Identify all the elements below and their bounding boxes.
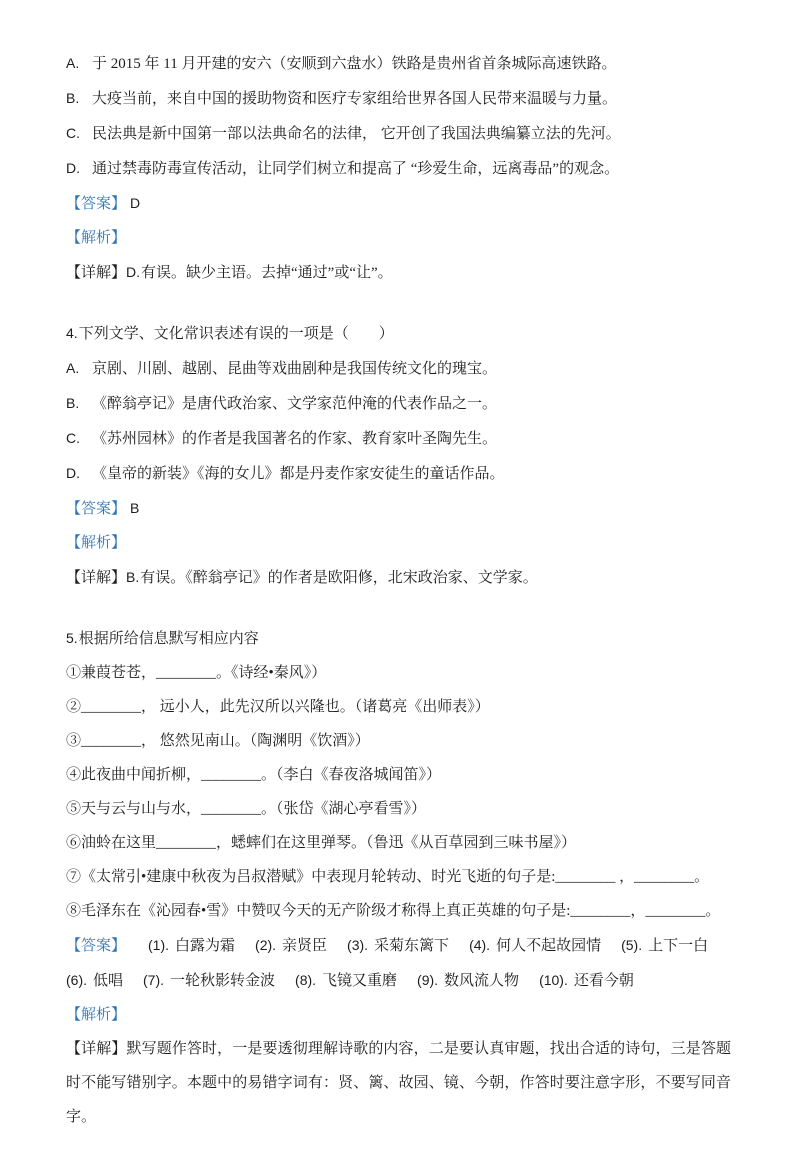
question-4-block xyxy=(66,316,731,595)
option-row-b xyxy=(66,81,731,116)
answer-item xyxy=(469,928,601,963)
option-letter: C. xyxy=(66,125,80,141)
answer-item-number: (1). xyxy=(148,937,170,953)
answer-item xyxy=(143,963,275,998)
detail-label: 【详解】 xyxy=(66,1041,127,1057)
option-letter: D. xyxy=(66,160,80,176)
question-stem xyxy=(66,621,731,656)
option-row-c xyxy=(66,421,731,456)
option-letter: A. xyxy=(66,360,80,376)
answer-item-number: (7). xyxy=(143,972,165,988)
detail-line xyxy=(66,255,731,290)
answer-item-text: 一轮秋影转金波 xyxy=(170,973,276,989)
dictation-item: ③________， 悠然见南山。（陶渊明《饮酒》） xyxy=(66,733,370,749)
answer-label: 【答案】 xyxy=(66,501,127,517)
option-text: 于 2015 年 11 月开建的安六（安顺到六盘水）铁路是贵州省首条城际高速铁路。 xyxy=(92,56,617,72)
dictation-item: ⑤天与云与山与水，________。（张岱《湖心亭看雪》） xyxy=(66,801,427,817)
answer-item-text: 还看今朝 xyxy=(573,973,634,989)
detail-line xyxy=(66,1032,731,1134)
detail-line xyxy=(66,560,731,595)
option-text: 《苏州园林》的作者是我国著名的作家、教育家叶圣陶先生。 xyxy=(92,431,498,447)
analysis-line xyxy=(66,221,731,255)
analysis-label: 【解析】 xyxy=(66,1007,127,1023)
analysis-label: 【解析】 xyxy=(66,230,127,246)
detail-label: 【详解】 xyxy=(66,570,127,586)
answer-item-number: (2). xyxy=(255,937,277,953)
answer-item-number: (6). xyxy=(66,972,87,988)
answer-item-number: (3). xyxy=(347,937,369,953)
answer-item-number: (9). xyxy=(417,972,439,988)
detail-prefix: B. xyxy=(126,569,140,585)
answer-item-text: 何人不起故园情 xyxy=(496,938,602,954)
answer-label: 【答案】 xyxy=(66,938,127,954)
answer-item xyxy=(66,963,123,998)
answer-label: 【答案】 xyxy=(66,196,127,212)
answers-line xyxy=(66,928,731,998)
option-row-c xyxy=(66,116,731,151)
option-text: 京剧、川剧、越剧、昆曲等戏曲剧种是我国传统文化的瑰宝。 xyxy=(92,361,498,377)
answer-item-text: 白露为霜 xyxy=(175,938,236,954)
answer-item xyxy=(539,963,634,998)
detail-text: 有误。缺少主语。去掉“通过”或“让”。 xyxy=(141,265,393,281)
question-5-block xyxy=(66,621,731,1134)
answer-item-text: 采菊东篱下 xyxy=(374,938,450,954)
detail-label: 【详解】 xyxy=(66,265,127,281)
detail-text: 有误。《醉翁亭记》的作者是欧阳修，北宋政治家、文学家。 xyxy=(140,570,538,586)
option-row-d xyxy=(66,456,731,491)
dictation-item: ②________， 远小人，此先汉所以兴隆也。（诸葛亮《出师表》） xyxy=(66,699,490,715)
answer-item xyxy=(347,928,449,963)
answer-value: D xyxy=(130,195,141,211)
dictation-item: ⑥油蛉在这里________，蟋蟀们在这里弹琴。（鲁迅《从百草园到三味书屋》） xyxy=(66,835,577,851)
option-text: 《醉翁亭记》是唐代政治家、文学家范仲淹的代表作品之一。 xyxy=(92,396,498,412)
option-text: 通过禁毒防毒宣传活动，让同学们树立和提高了 “珍爱生命，远离毒品”的观念。 xyxy=(92,161,620,177)
option-letter: C. xyxy=(66,430,80,446)
analysis-line xyxy=(66,998,731,1032)
dictation-item: ①兼葭苍苍，________。《诗经•秦风》） xyxy=(66,665,327,681)
answer-item-text: 飞镜又重磨 xyxy=(322,973,398,989)
answer-item-text: 数风流人物 xyxy=(444,973,520,989)
answer-item-text: 亲贤臣 xyxy=(282,938,328,954)
question-stem-text: 下列文学、文化常识表述有误的一项是（ ） xyxy=(78,326,394,342)
detail-text: 默写题作答时，一是要透彻理解诗歌的内容，二是要认真审题，找出合适的诗句，三是答题时不能写错别字。本题中的易错字词有：贤、篱、故园、镜、今朝，作答时要注意字形，不要写同音字。 xyxy=(66,1041,731,1125)
analysis-label: 【解析】 xyxy=(66,535,127,551)
option-row-a xyxy=(66,46,731,81)
answer-item-number: (10). xyxy=(539,972,568,988)
option-text: 大疫当前，来自中国的援助物资和医疗专家组给世界各国人民带来温暖与力量。 xyxy=(92,91,618,107)
question-number: 5. xyxy=(66,630,78,646)
answer-item xyxy=(255,928,327,963)
analysis-line xyxy=(66,526,731,560)
option-row-a xyxy=(66,351,731,386)
option-letter: B. xyxy=(66,90,80,106)
dictation-item: ⑦《太常引•建康中秋夜为吕叔潜赋》中表现月轮转动、时光飞逝的句子是:________ ，________。 xyxy=(66,869,710,885)
answer-item-text: 低唱 xyxy=(93,973,124,989)
detail-prefix: D. xyxy=(126,264,141,280)
option-row-b xyxy=(66,386,731,421)
answer-line xyxy=(66,186,731,221)
answer-item-text: 上下一白 xyxy=(648,938,709,954)
dictation-item: ⑧毛泽东在《沁园春•雪》中赞叹今天的无产阶级才称得上真正英雄的句子是:________，________。 xyxy=(66,903,721,919)
answer-item-number: (4). xyxy=(469,937,491,953)
answer-item xyxy=(417,963,519,998)
answer-item xyxy=(148,928,235,963)
option-letter: A. xyxy=(66,55,80,71)
answer-line xyxy=(66,491,731,526)
question-stem-text: 根据所给信息默写相应内容 xyxy=(78,631,259,647)
question-number: 4. xyxy=(66,325,78,341)
dictation-item: ④此夜曲中闻折柳，________。（李白《春夜洛城闻笛》） xyxy=(66,767,442,783)
option-text: 《皇帝的新装》《海的女儿》都是丹麦作家安徒生的童话作品。 xyxy=(92,466,505,482)
option-row-d xyxy=(66,151,731,186)
question-3-block xyxy=(66,46,731,290)
option-letter: D. xyxy=(66,465,80,481)
answer-item-number: (8). xyxy=(295,972,317,988)
question-stem xyxy=(66,316,731,351)
answer-item xyxy=(295,963,397,998)
option-letter: B. xyxy=(66,395,80,411)
answer-value: B xyxy=(130,500,140,516)
answer-item xyxy=(621,928,708,963)
answer-item-number: (5). xyxy=(621,937,643,953)
option-text: 民法典是新中国第一部以法典命名的法律， 它开创了我国法典编纂立法的先河。 xyxy=(92,126,621,142)
